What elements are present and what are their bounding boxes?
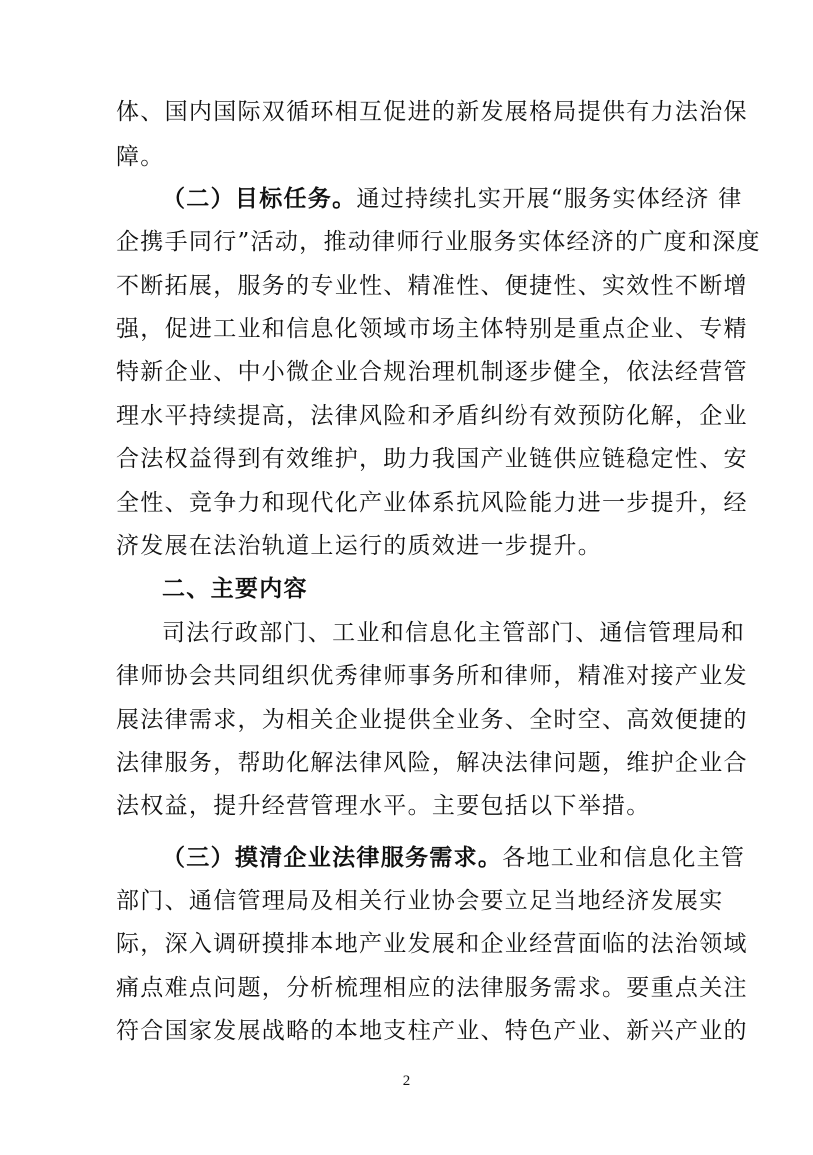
- line-text: 符合国家发展战略的本地支柱产业、特色产业、新兴产业的: [116, 1018, 748, 1044]
- paragraph-line: [116, 705, 748, 735]
- line-text: 法律服务，帮助化解法律风险，解决法律问题，维护企业合: [116, 750, 748, 776]
- paragraph-line: [116, 488, 748, 518]
- line-text: 济发展在法治轨道上运行的质效进一步提升。: [116, 533, 602, 559]
- paragraph-line: [116, 661, 748, 691]
- paragraph-line: [116, 401, 748, 431]
- line-text: 强，促进工业和信息化领域市场主体特别是重点企业、专精: [116, 316, 748, 342]
- line-text: 企携手同行”活动，推动律师行业服务实体经济的广度和深度: [116, 229, 761, 255]
- line-text: 司法行政部门、工业和信息化主管部门、通信管理局和: [162, 620, 746, 646]
- paragraph-line: [116, 1016, 748, 1046]
- paragraph-line: [116, 357, 748, 387]
- paragraph-line: [116, 444, 748, 474]
- line-text: 理水平持续提高，法律风险和矛盾纠纷有效预防化解，企业: [116, 403, 748, 429]
- line-text: 际，深入调研摸排本地产业发展和企业经营面临的法治领域: [116, 931, 748, 957]
- paragraph-line: [116, 314, 748, 344]
- section-heading: （三）摸清企业法律服务需求。: [162, 845, 503, 871]
- line-text: 合法权益得到有效维护，助力我国产业链供应链稳定性、安: [116, 446, 748, 472]
- paragraph-line: [116, 929, 748, 959]
- section-heading-line: [162, 574, 308, 604]
- paragraph-line: [116, 142, 165, 172]
- line-text: 法权益，提升经营管理水平。主要包括以下举措。: [116, 793, 651, 819]
- line-text: 各地工业和信息化主管: [502, 845, 746, 871]
- section-heading-line: [162, 843, 745, 873]
- line-text: 全性、竞争力和现代化产业体系抗风险能力进一步提升，经: [116, 490, 748, 516]
- line-text: 通过持续扎实开展“服务实体经济 律: [356, 186, 743, 212]
- line-text: 部门、通信管理局及相关行业协会要立足当地经济发展实: [116, 888, 724, 914]
- section-heading: （二）目标任务。: [162, 186, 357, 212]
- line-text: 痛点难点问题，分析梳理相应的法律服务需求。要重点关注: [116, 975, 748, 1001]
- paragraph-line: [116, 973, 748, 1003]
- line-text: 特新企业、中小微企业合规治理机制逐步健全，依法经营管: [116, 359, 748, 385]
- page-number: 2: [402, 1073, 411, 1089]
- paragraph-line: [116, 227, 761, 257]
- line-text: 展法律需求，为相关企业提供全业务、全时空、高效便捷的: [116, 707, 748, 733]
- paragraph-line: [116, 97, 748, 127]
- line-text: 律师协会共同组织优秀律师事务所和律师，精准对接产业发: [116, 663, 748, 689]
- paragraph-line: [162, 618, 745, 648]
- paragraph-line: [116, 531, 602, 561]
- paragraph-line: [116, 791, 651, 821]
- paragraph-line: [116, 886, 724, 916]
- section-heading: 二、主要内容: [162, 576, 308, 602]
- line-text: 障。: [116, 144, 165, 170]
- line-text: 体、国内国际双循环相互促进的新发展格局提供有力法治保: [116, 99, 748, 125]
- line-text: 不断拓展，服务的专业性、精准性、便捷性、实效性不断增: [116, 273, 748, 299]
- paragraph-line: [116, 271, 748, 301]
- section-heading-line: [162, 184, 743, 214]
- paragraph-line: [116, 748, 748, 778]
